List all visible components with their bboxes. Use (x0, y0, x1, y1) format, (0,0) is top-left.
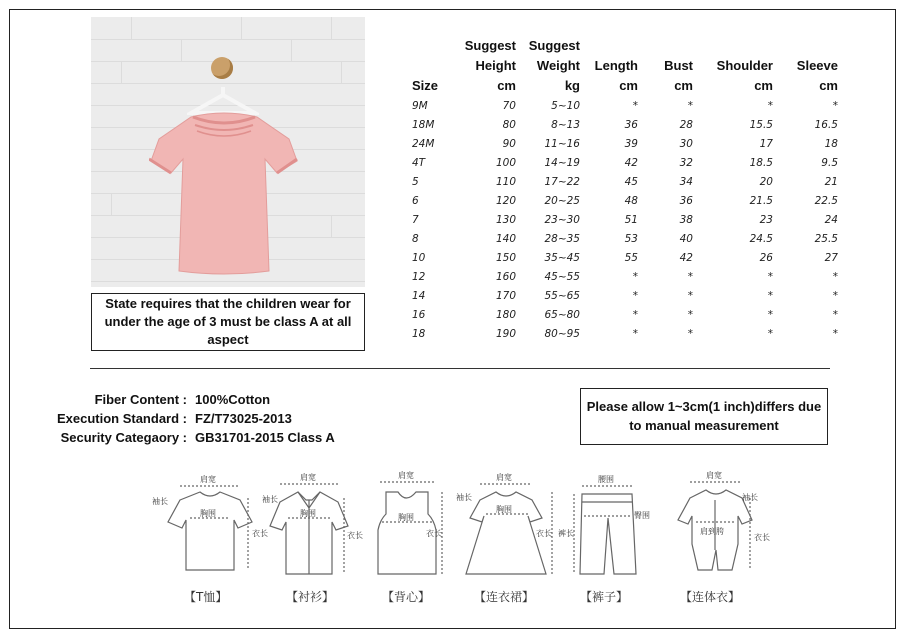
pants-hip-label: 臀围 (634, 511, 650, 520)
dress-label: 【连衣裙】 (474, 590, 535, 604)
column-header-line: Shoulder (716, 58, 773, 73)
table-cell: 120 (495, 194, 516, 207)
measurement-note: Please allow 1~3cm(1 inch)differs due to manual measurement (580, 388, 828, 445)
table-cell: * (832, 99, 838, 112)
pants-waist-label: 腰围 (598, 475, 614, 484)
table-cell: 24.5 (749, 232, 773, 245)
table-cell: 65~80 (544, 308, 580, 321)
table-cell: 55~65 (544, 289, 580, 302)
dress-length-label: 衣长 (536, 529, 552, 538)
table-row (412, 153, 838, 172)
pants-diagram-icon (574, 486, 636, 574)
table-cell: 42 (624, 156, 638, 169)
security-category-value: GB31701-2015 Class A (195, 430, 335, 445)
table-cell: 30 (679, 137, 693, 150)
table-row (412, 267, 838, 286)
romper-label: 【连体衣】 (680, 590, 741, 604)
pants-length-label: 裤长 (558, 529, 574, 538)
table-cell: * (832, 327, 838, 340)
column-header (693, 36, 773, 96)
tshirt-sleeve-label: 袖长 (152, 497, 168, 506)
vest-length-label: 衣长 (426, 529, 442, 538)
table-cell: 23 (759, 213, 773, 226)
column-header (580, 36, 638, 96)
age-requirement-note: State requires that the children wear for under the age of 3 must be class A at all aspect (91, 293, 365, 351)
column-header-line: Sleeve (796, 58, 838, 73)
column-header-line: cm (819, 78, 838, 93)
column-header-line: cm (674, 78, 693, 93)
table-cell: * (832, 270, 838, 283)
table-row (412, 305, 838, 324)
table-cell: * (687, 270, 693, 283)
product-photo (91, 17, 365, 287)
column-header-line: Weight (536, 58, 580, 73)
table-cell: 39 (624, 137, 638, 150)
table-cell: 36 (679, 194, 693, 207)
column-header-line: cm (619, 78, 638, 93)
table-cell: 11~16 (544, 137, 580, 150)
table-cell: 70 (502, 99, 516, 112)
shirt-sleeve-label: 袖长 (262, 495, 278, 504)
wall-hook (211, 57, 233, 79)
table-cell: 27 (824, 251, 838, 264)
column-header-line: Size (412, 78, 439, 93)
table-cell: 36 (624, 118, 638, 131)
table-cell: 10 (412, 251, 426, 264)
table-cell: 9.5 (821, 156, 838, 169)
table-cell: 80 (502, 118, 516, 131)
tshirt-shoulder-label: 肩宽 (200, 475, 216, 484)
dress-shoulder-label: 肩宽 (496, 473, 512, 482)
table-cell: 28 (679, 118, 693, 131)
column-header-line: Bust (664, 58, 693, 73)
table-cell: 51 (624, 213, 638, 226)
table-cell: * (767, 270, 773, 283)
table-cell: 40 (679, 232, 693, 245)
column-header (448, 36, 516, 96)
table-cell: 24 (824, 213, 838, 226)
column-header (638, 36, 693, 96)
table-cell: 140 (495, 232, 516, 245)
table-cell: 35~45 (544, 251, 580, 264)
tshirt-chest-label: 胸围 (200, 509, 216, 518)
tshirt-diagram-icon (168, 486, 252, 570)
pink-blouse-image (149, 99, 299, 279)
table-cell: 21.5 (749, 194, 773, 207)
column-header-line: Suggest (464, 38, 516, 53)
vest-shoulder-label: 肩宽 (398, 471, 414, 480)
table-row (412, 324, 838, 343)
fiber-content-value: 100%Cotton (195, 392, 271, 407)
romper-length-label: 衣长 (754, 533, 770, 542)
table-row (412, 172, 838, 191)
table-cell: 53 (624, 232, 638, 245)
vest-label: 【背心】 (382, 590, 431, 604)
table-cell: 16.5 (814, 118, 838, 131)
table-row (412, 191, 838, 210)
table-cell: 80~95 (544, 327, 580, 340)
table-cell: 100 (495, 156, 516, 169)
column-header-line: Length (594, 58, 638, 73)
table-cell: 160 (495, 270, 516, 283)
table-cell: 17 (759, 137, 773, 150)
table-cell: * (767, 327, 773, 340)
table-cell: * (767, 289, 773, 302)
table-cell: * (632, 289, 638, 302)
romper-shoulder-label: 肩宽 (706, 471, 722, 480)
shirt-chest-label: 胸围 (300, 509, 316, 518)
size-chart-table (412, 36, 838, 343)
product-specs (40, 390, 335, 447)
table-cell: 16 (412, 308, 426, 321)
vest-chest-label: 胸围 (398, 513, 414, 522)
table-cell: 18M (412, 118, 435, 131)
tshirt-length-label: 衣长 (252, 529, 268, 538)
table-cell: 190 (495, 327, 516, 340)
table-cell: 170 (495, 289, 516, 302)
table-cell: 8 (412, 232, 419, 245)
table-cell: * (832, 289, 838, 302)
section-divider (90, 368, 830, 369)
table-row (412, 229, 838, 248)
table-cell: 14 (412, 289, 426, 302)
fiber-content-label: Fiber Content : (94, 392, 187, 407)
table-cell: 25.5 (814, 232, 838, 245)
table-cell: 38 (679, 213, 693, 226)
pants-label: 【裤子】 (580, 590, 629, 604)
table-row (412, 248, 838, 267)
table-cell: 21 (824, 175, 838, 188)
fiber-content-row (40, 390, 335, 409)
table-cell: 42 (679, 251, 693, 264)
table-cell: 8~13 (551, 118, 580, 131)
table-cell: 7 (412, 213, 419, 226)
table-cell: 14~19 (544, 156, 580, 169)
table-cell: 26 (759, 251, 773, 264)
table-cell: 18 (824, 137, 838, 150)
table-cell: * (687, 289, 693, 302)
table-cell: 22.5 (814, 194, 838, 207)
table-cell: * (632, 270, 638, 283)
table-row (412, 115, 838, 134)
table-cell: 9M (412, 99, 428, 112)
table-row (412, 210, 838, 229)
table-cell: 6 (412, 194, 419, 207)
table-cell: * (632, 327, 638, 340)
table-cell: * (687, 327, 693, 340)
table-cell: 17~22 (544, 175, 580, 188)
table-cell: 180 (495, 308, 516, 321)
shirt-shoulder-label: 肩宽 (300, 473, 316, 482)
table-cell: * (632, 99, 638, 112)
table-cell: 20 (759, 175, 773, 188)
column-header-line: Height (475, 58, 516, 73)
table-row (412, 286, 838, 305)
column-header-line: kg (564, 78, 580, 93)
table-cell: 110 (495, 175, 516, 188)
table-cell: 24M (412, 137, 435, 150)
execution-standard-row (40, 409, 335, 428)
table-cell: 150 (495, 251, 516, 264)
tshirt-label: 【T恤】 (184, 590, 228, 604)
size-chart-body (412, 96, 838, 343)
table-cell: 45~55 (544, 270, 580, 283)
table-row (412, 96, 838, 115)
table-cell: 45 (624, 175, 638, 188)
size-chart-header (412, 36, 838, 96)
table-cell: 23~30 (544, 213, 580, 226)
table-cell: * (687, 308, 693, 321)
table-cell: 12 (412, 270, 426, 283)
table-cell: * (632, 308, 638, 321)
table-cell: * (767, 308, 773, 321)
security-category-label: Security Categaory : (60, 430, 187, 445)
table-cell: 55 (624, 251, 638, 264)
dress-chest-label: 胸围 (496, 505, 512, 514)
shirt-diagram-icon (270, 484, 348, 574)
execution-standard-value: FZ/T73025-2013 (195, 411, 292, 426)
table-cell: 48 (624, 194, 638, 207)
table-cell: 4T (412, 156, 426, 169)
romper-chest-label: 肩到胯 (700, 527, 724, 536)
column-header (412, 36, 448, 96)
table-cell: 130 (495, 213, 516, 226)
measurement-guide (150, 470, 790, 610)
column-header (773, 36, 838, 96)
table-cell: * (687, 99, 693, 112)
romper-sleeve-label: 袖长 (742, 493, 758, 502)
column-header (516, 36, 580, 96)
table-cell: * (832, 308, 838, 321)
table-cell: 15.5 (749, 118, 773, 131)
table-cell: 18 (412, 327, 426, 340)
dress-sleeve-label: 袖长 (456, 493, 472, 502)
security-category-row (40, 428, 335, 447)
table-cell: 18.5 (749, 156, 773, 169)
column-header-line: cm (497, 78, 516, 93)
table-cell: 28~35 (544, 232, 580, 245)
execution-standard-label: Execution Standard : (56, 411, 187, 426)
table-cell: 34 (679, 175, 693, 188)
table-row (412, 134, 838, 153)
table-cell: 5 (412, 175, 419, 188)
table-cell: * (767, 99, 773, 112)
table-cell: 90 (502, 137, 516, 150)
column-header-line: cm (754, 78, 773, 93)
table-cell: 32 (679, 156, 693, 169)
shirt-length-label: 衣长 (347, 531, 363, 540)
shirt-label: 【衬衫】 (286, 590, 335, 604)
column-header-line: Suggest (528, 38, 580, 53)
table-cell: 20~25 (544, 194, 580, 207)
table-cell: 5~10 (551, 99, 580, 112)
